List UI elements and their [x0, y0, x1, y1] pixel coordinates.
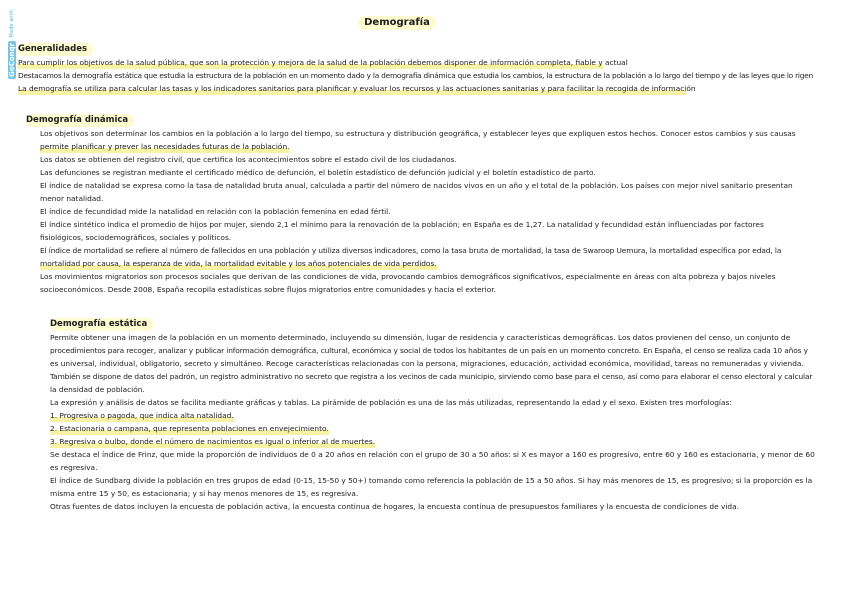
section-title-generalidades: Generalidades	[18, 43, 93, 56]
goconqr-logo	[6, 10, 18, 100]
text-line: 3. Regresiva o bulbo, donde el número de nacimientos es igual o inferior al de muertes.	[50, 437, 376, 446]
text-line: Para cumplir los objetivos de la salud pública, que son la protección y mejora de la salud de la población debemos disponer de información completa, fiable y actual	[18, 58, 628, 67]
text-line: La expresión y análisis de datos se facilita mediante gráficas y tablas. La pirámide de población es una de las más utilizadas, representando la edad y el sexo. Existen tres morfologías:	[50, 398, 732, 407]
section-title-dinamica: Demografía dinámica	[26, 114, 134, 127]
page-title: Demografía	[358, 16, 436, 30]
text-line: Permite obtener una imagen de la población en un momento determinado, incluyendo su dimensión, lugar de residencia y características demográficas. Los datos provienen del censo, un conjunto de	[50, 333, 791, 342]
text-line: es regresiva.	[50, 463, 98, 472]
logo-brand: GoConqr	[8, 42, 16, 77]
text-line: Destacamos la demografía estática que estudia la estructura de la población en un momento dado y la demografía dinámica que estudia los cambios, la estructura de la población a lo largo del tiempo y de las leyes que lo rigen	[18, 71, 813, 80]
text-line: mortalidad por causa, la esperanza de vida, la mortalidad evitable y los años potenciales de vida perdidos.	[40, 259, 437, 268]
text-line: 2. Estacionaria o campana, que representa poblaciones en envejecimiento.	[50, 424, 329, 433]
text-line: misma entre 15 y 50, es estacionaria; y si hay menos menores de 15, es regresiva.	[50, 489, 359, 498]
text-line: procedimientos para recoger, analizar y publicar información demográfica, cultural, económica y social de todos los habitantes de un país en un momento concreto. En España, el censo se realiza cada 10 años y	[50, 346, 808, 355]
text-line: Los objetivos son determinar los cambios en la población a lo largo del tiempo, su estructura y distribución geográfica, y establecer leyes que expliquen estos hechos. Conocer estos cambios y sus causas	[40, 129, 796, 138]
text-line: fisiológicos, sociodemográficos, sociales y políticos.	[40, 233, 232, 242]
section-title-estatica: Demografía estática	[50, 318, 153, 331]
text-line: Las defunciones se registran mediante el certificado médico de defunción, el boletín estadístico de defunción judicial y el boletín estadístico de parto.	[40, 168, 596, 177]
text-line: El índice sintético indica el promedio de hijos por mujer, siendo 2,1 el mínimo para la renovación de la población; en España es de 1,27. La natalidad y fecundidad están influenciadas por factores	[40, 220, 764, 229]
text-line: la densidad de población.	[50, 385, 145, 394]
text-line: menor natalidad.	[40, 194, 104, 203]
text-line: El índice de mortalidad se refiere al número de fallecidos en una población y utiliza diversos indicadores, como la tasa bruta de mortalidad, la tasa de Swaroop Uemura, la mortalidad específica por edad, la	[40, 246, 782, 255]
text-line: es universal, individual, obligatorio, secreto y simultáneo. Recoge características relacionadas con la persona, migraciones, educación, actividad económica, movilidad, tareas no remuneradas y vivienda.	[50, 359, 804, 368]
text-line: También se dispone de datos del padrón, un registro administrativo no secreto que registra a los vecinos de cada municipio, sirviendo como base para el censo, así como para elaborar el censo electoral y calcular	[50, 372, 813, 381]
text-line: El índice de fecundidad mide la natalidad en relación con la población femenina en edad fértil.	[40, 207, 391, 216]
text-line: Los movimientos migratorios son procesos sociales que derivan de las condiciones de vida, provocando cambios demográficos significativos, especialmente en áreas con alta pobreza y bajos niveles	[40, 272, 776, 281]
logo-made-with: Made with	[9, 10, 15, 38]
text-line: permite planificar y prever las necesidades futuras de la población.	[40, 142, 290, 151]
text-line: 1. Progresiva o pagoda, que indica alta natalidad.	[50, 411, 234, 420]
text-line: socioeconómicos. Desde 2008, España recopila estadísticas sobre flujos migratorios entre comunidades y hacia el exterior.	[40, 285, 496, 294]
text-line: Se destaca el índice de Frinz, que mide la proporción de individuos de 0 a 20 años en relación con el grupo de 30 a 50 años: si X es mayor a 160 es progresivo, entre 60 y 160 es estacionaria, y menor de 60	[50, 450, 815, 459]
text-line: El índice de natalidad se expresa como la tasa de natalidad bruta anual, calculada a partir del número de nacidos vivos en un año y el total de la población. Los países con mejor nivel sanitario presentan	[40, 181, 793, 190]
text-line: El índice de Sundbarg divide la población en tres grupos de edad (0-15, 15-50 y 50+) tomando como referencia la población de 15 a 50 años. Si hay más menores de 15, es progresivo; si la proporción es la	[50, 476, 813, 485]
text-line: Los datos se obtienen del registro civil, que certifica los acontecimientos sobre el estado civil de los ciudadanos.	[40, 155, 457, 164]
text-line: Otras fuentes de datos incluyen la encuesta de población activa, la encuesta continua de hogares, la encuesta continua de presupuestos familiares y la encuesta de condiciones de vida.	[50, 502, 739, 511]
text-line: La demografía se utiliza para calcular las tasas y los indicadores sanitarios para planificar y evaluar los recursos y las actuaciones sanitarias y para facilitar la recogida de información	[18, 84, 696, 93]
